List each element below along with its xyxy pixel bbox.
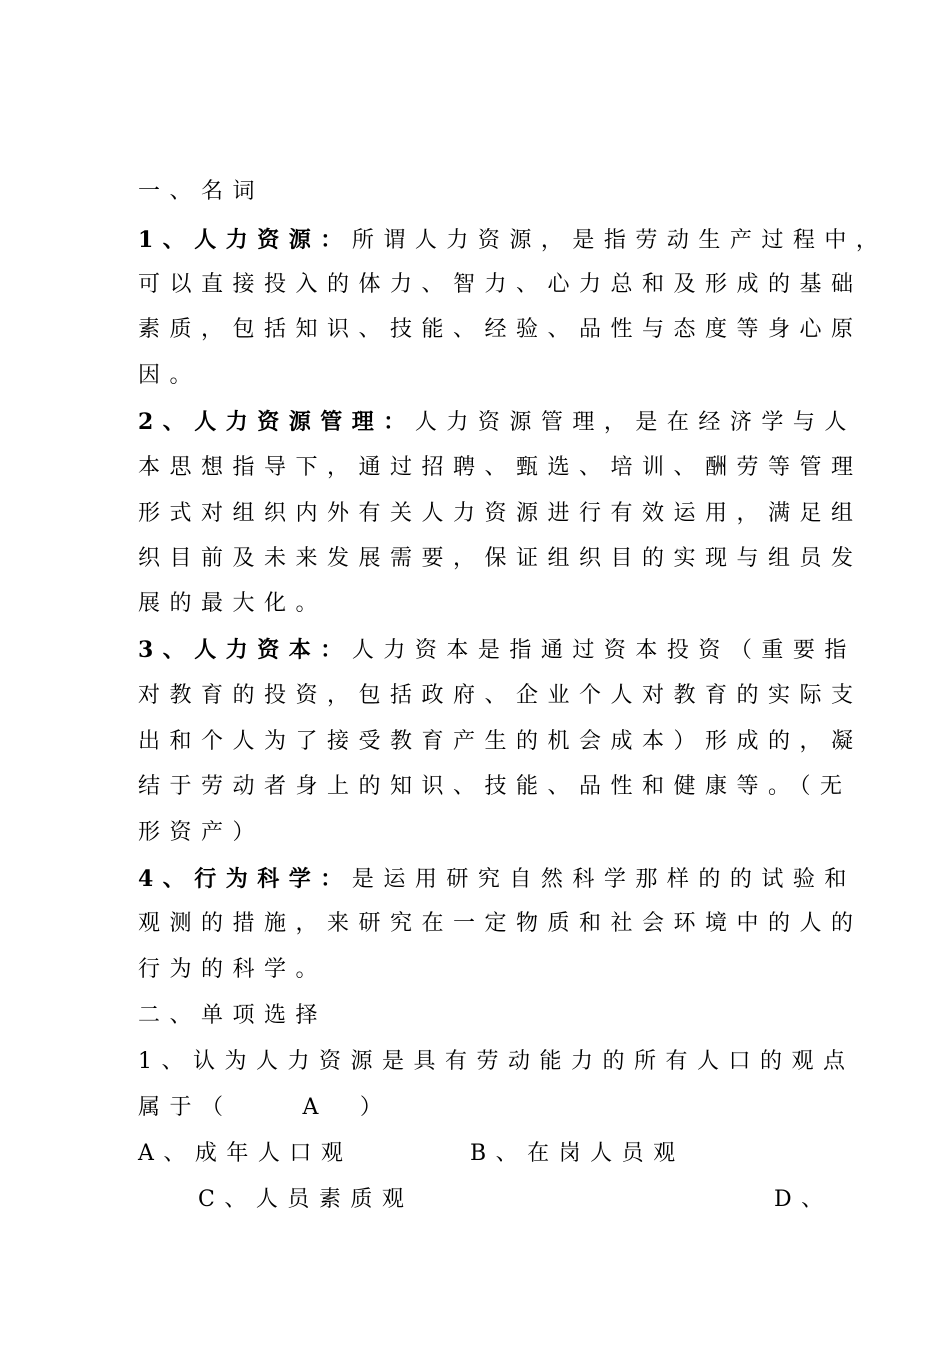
term-4-line-1 [138, 865, 856, 894]
term-2-text: 人力资源管理，是在经济学与人 [414, 410, 856, 435]
term-4-line-3: 行为的科学。 [138, 957, 328, 982]
question-1-stem-prefix: 属于（ [138, 1095, 233, 1120]
term-1-line-3: 素质，包括知识、技能、经验、品性与态度等身心原 [138, 317, 863, 342]
term-3-line-5: 形资产） [138, 820, 265, 845]
term-1-line-2: 可以直接投入的体力、智力、心力总和及形成的基础 [138, 272, 863, 297]
term-3-label: 3、人力资本： [138, 637, 352, 663]
term-4-label: 4、行为科学： [138, 866, 352, 892]
question-1-stem-line-1: 1、认为人力资源是具有劳动能力的所有人口的观点 [138, 1049, 855, 1074]
section-title-definitions: 一、名词 [138, 179, 265, 204]
term-2-label: 2、人力资源管理： [138, 409, 415, 435]
option-c: C、人员素质观 [198, 1187, 414, 1212]
option-a: A、成年人口观 [138, 1141, 353, 1166]
term-2-line-3: 形式对组织内外有关人力资源进行有效运用，满足组 [138, 501, 863, 526]
question-1-stem-suffix: ） [359, 1095, 392, 1120]
term-1-line-1 [138, 226, 887, 255]
term-4-line-2: 观测的措施，来研究在一定物质和社会环境中的人的 [138, 911, 863, 936]
term-2-line-4: 织目前及未来发展需要，保证组织目的实现与组员发 [138, 546, 863, 571]
term-3-line-2: 对教育的投资，包括政府、企业个人对教育的实际支 [138, 683, 863, 708]
term-2-line-5: 展的最大化。 [138, 591, 328, 616]
option-d: D、 [774, 1187, 833, 1212]
term-2-line-1 [138, 408, 856, 437]
term-3-text: 人力资本是指通过资本投资（重要指 [351, 638, 856, 663]
question-1-stem-line-2 [138, 1094, 391, 1122]
section-title-single-choice: 二、单项选择 [138, 1003, 328, 1028]
term-1-label: 1、人力资源： [138, 227, 352, 253]
term-4-text: 是运用研究自然科学那样的的试验和 [351, 867, 856, 892]
term-1-text: 所谓人力资源，是指劳动生产过程中， [351, 228, 888, 253]
term-3-line-1 [138, 636, 856, 665]
question-1-answer: A [302, 1095, 328, 1120]
term-3-line-4: 结于劳动者身上的知识、技能、品性和健康等。（无 [138, 774, 852, 799]
term-3-line-3: 出和个人为了接受教育产生的机会成本）形成的，凝 [138, 729, 863, 754]
option-b: B、在岗人员观 [470, 1141, 685, 1166]
term-1-line-4: 因。 [138, 363, 202, 388]
term-2-line-2: 本思想指导下，通过招聘、甄选、培训、酬劳等管理 [138, 455, 863, 480]
